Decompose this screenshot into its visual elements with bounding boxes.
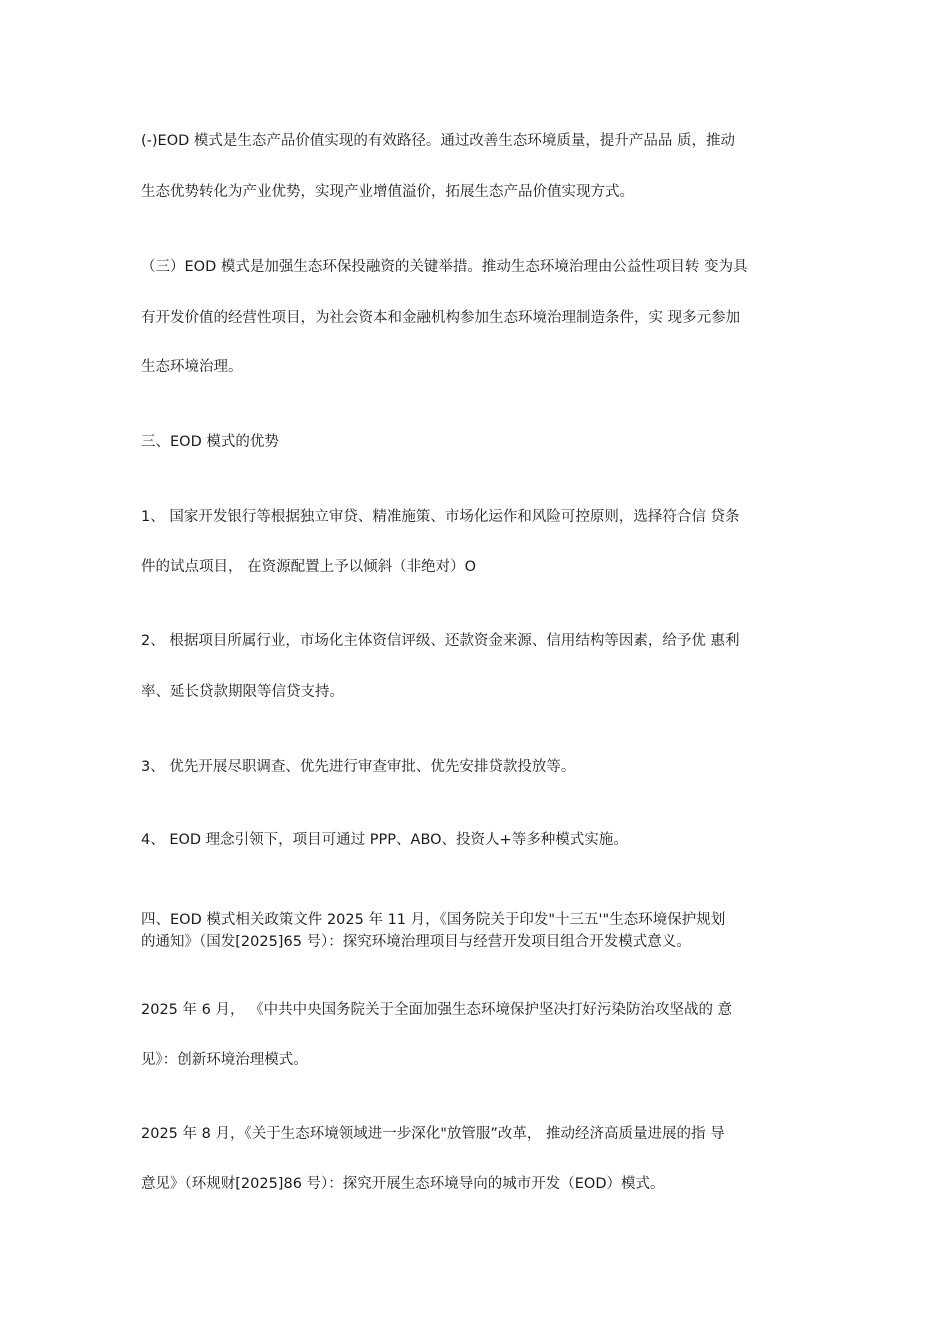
p10-line-2: 意见》（环规财[2025]86 号）：探究开展生态环境导向的城市开发（EOD）模式。	[141, 1176, 665, 1192]
p8-line-2: 的通知》（国发[2025]65 号）：探究环境治理项目与经营开发项目组合开发模式意义。	[141, 934, 691, 950]
p1-line-2: 生态优势转化为产业优势，实现产业增值溢价，拓展生态产品价值实现方式。	[141, 184, 634, 200]
p9-line-1: 2025 年 6 月， 《中共中央国务院关于全面加强生态环境保护坚决打好污染防治攻坚战的 意	[141, 1002, 733, 1018]
p2-line-2: 有开发价值的经营性项目，为社会资本和金融机构参加生态环境治理制造条件，实 现多元参加	[141, 310, 741, 326]
p4-line-2: 件的试点项目， 在资源配置上予以倾斜（非绝对）O	[141, 559, 477, 575]
p7-line-1: 4、 EOD 理念引领下，项目可通过 PPP、ABO、投资人+等多种模式实施。	[141, 832, 628, 848]
p5-line-2: 率、延长贷款期限等信贷支持。	[141, 684, 344, 700]
p10-line-1: 2025 年 8 月，《关于生态环境领域进一步深化"放管服”改革， 推动经济高质量进展的指 导	[141, 1126, 725, 1142]
p2-line-1: （三）EOD 模式是加强生态环保投融资的关键举措。推动生态环境治理由公益性项目转 变为具	[141, 259, 748, 275]
section-heading-advantages: 三、EOD 模式的优势	[141, 434, 279, 450]
p8-line-1: 四、EOD 模式相关政策文件 2025 年 11 月，《国务院关于印发"十三五'"生态环境保护规划	[141, 912, 726, 928]
p6-line-1: 3、 优先开展尽职调查、优先进行审查审批、优先安排贷款投放等。	[141, 759, 576, 775]
p2-line-3: 生态环境治理。	[141, 359, 243, 375]
p9-line-2: 见》：创新环境治理模式。	[141, 1052, 308, 1068]
p4-line-1: 1、 国家开发银行等根据独立审贷、精准施策、市场化运作和风险可控原则，选择符合信 贷条	[141, 509, 740, 525]
p5-line-1: 2、 根据项目所属行业，市场化主体资信评级、还款资金来源、信用结构等因素，给予优 惠利	[141, 633, 740, 649]
p1-line-1: (-)EOD 模式是生态产品价值实现的有效路径。通过改善生态环境质量，提升产品品 质，推动	[141, 133, 736, 149]
